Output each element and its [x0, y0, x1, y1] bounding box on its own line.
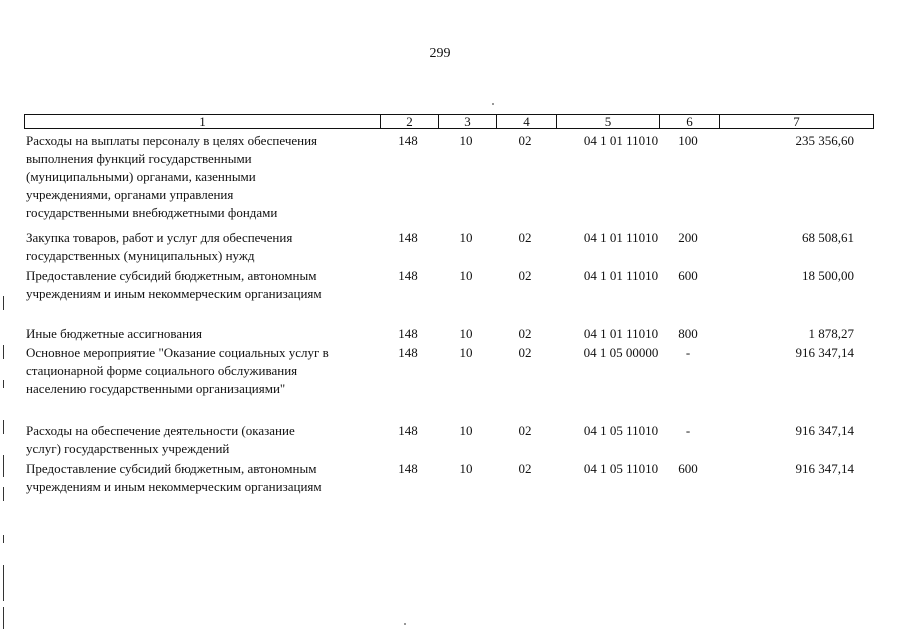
page-number: 299	[429, 46, 451, 61]
scan-margin-mark	[3, 535, 4, 543]
row-description	[26, 422, 378, 458]
description-line: Расходы на обеспечение деятельности (оказание	[26, 423, 295, 438]
scan-margin-mark	[3, 607, 4, 629]
description-line: Предоставление субсидий бюджетным, автономным	[26, 461, 317, 476]
cell-subsection: 02	[518, 268, 532, 283]
cell-ministry-code: 148	[398, 461, 418, 476]
cell-expense-type: 600	[678, 268, 698, 283]
cell-expense-type: 200	[678, 230, 698, 245]
description-line: услуг) государственных учреждений	[26, 441, 230, 456]
cell-ministry-code: 148	[398, 268, 418, 283]
scan-margin-mark	[3, 380, 4, 388]
row-description	[26, 344, 378, 398]
cell-subsection: 02	[518, 230, 532, 245]
header-col-5: 5	[557, 115, 660, 128]
cell-expense-type: -	[685, 345, 691, 360]
description-line: государственных (муниципальных) нужд	[26, 248, 255, 263]
cell-section: 10	[459, 423, 473, 438]
cell-expense-type: 600	[678, 461, 698, 476]
cell-ministry-code: 148	[398, 230, 418, 245]
description-line: учреждениям и иным некоммерческим организациям	[26, 479, 322, 494]
scan-margin-mark	[3, 420, 4, 434]
cell-section: 10	[459, 268, 473, 283]
cell-target-article: 04 1 05 11010	[583, 461, 659, 476]
scan-speck	[404, 623, 406, 625]
description-line: Иные бюджетные ассигнования	[26, 326, 203, 341]
scan-speck	[492, 103, 494, 105]
cell-section: 10	[459, 345, 473, 360]
header-col-4: 4	[497, 115, 557, 128]
description-line: (муниципальными) органами, казенными	[26, 169, 256, 184]
cell-subsection: 02	[518, 461, 532, 476]
table-header-row	[24, 114, 874, 129]
description-line: Основное мероприятие "Оказание социальных услуг в	[26, 345, 329, 360]
row-description	[26, 325, 378, 343]
cell-expense-type: 100	[678, 133, 698, 148]
cell-section: 10	[459, 230, 473, 245]
cell-subsection: 02	[518, 326, 532, 341]
scan-margin-mark	[3, 565, 4, 601]
scan-margin-mark	[3, 296, 4, 310]
scan-margin-mark	[3, 345, 4, 359]
cell-target-article: 04 1 05 00000	[583, 345, 659, 360]
description-line: стационарной форме социального обслуживания	[26, 363, 298, 378]
description-line: государственными внебюджетными фондами	[26, 205, 278, 220]
row-description	[26, 267, 378, 303]
description-line: Расходы на выплаты персоналу в целях обеспечения	[26, 133, 318, 148]
cell-target-article: 04 1 01 11010	[583, 133, 659, 148]
cell-ministry-code: 148	[398, 326, 418, 341]
header-col-6: 6	[660, 115, 720, 128]
description-line: учреждениям и иным некоммерческим организациям	[26, 286, 322, 301]
cell-expense-type: 800	[678, 326, 698, 341]
cell-amount: 916 347,14	[795, 461, 854, 476]
cell-amount: 916 347,14	[795, 345, 854, 360]
cell-amount: 235 356,60	[795, 133, 854, 148]
row-description	[26, 132, 378, 222]
cell-ministry-code: 148	[398, 423, 418, 438]
cell-amount: 916 347,14	[795, 423, 854, 438]
cell-amount: 1 878,27	[808, 326, 854, 341]
cell-amount: 18 500,00	[802, 268, 854, 283]
row-description	[26, 229, 378, 265]
description-line: Закупка товаров, работ и услуг для обеспечения	[26, 230, 293, 245]
description-line: выполнения функций государственными	[26, 151, 252, 166]
budget-table	[24, 114, 874, 494]
header-col-3: 3	[439, 115, 497, 128]
scan-margin-mark	[3, 455, 4, 477]
scan-margin-mark	[3, 487, 4, 501]
cell-expense-type: -	[685, 423, 691, 438]
header-col-1: 1	[25, 115, 381, 128]
cell-ministry-code: 148	[398, 345, 418, 360]
row-description	[26, 460, 378, 496]
cell-section: 10	[459, 461, 473, 476]
cell-subsection: 02	[518, 345, 532, 360]
cell-subsection: 02	[518, 423, 532, 438]
cell-section: 10	[459, 133, 473, 148]
description-line: Предоставление субсидий бюджетным, автономным	[26, 268, 317, 283]
cell-target-article: 04 1 05 11010	[583, 423, 659, 438]
cell-target-article: 04 1 01 11010	[583, 230, 659, 245]
header-col-7: 7	[793, 114, 800, 129]
description-line: населению государственными организациями"	[26, 381, 286, 396]
header-col-2: 2	[381, 115, 439, 128]
cell-target-article: 04 1 01 11010	[583, 268, 659, 283]
cell-amount: 68 508,61	[802, 230, 854, 245]
description-line: учреждениями, органами управления	[26, 187, 234, 202]
cell-ministry-code: 148	[398, 133, 418, 148]
cell-subsection: 02	[518, 133, 532, 148]
cell-section: 10	[459, 326, 473, 341]
cell-target-article: 04 1 01 11010	[583, 326, 659, 341]
